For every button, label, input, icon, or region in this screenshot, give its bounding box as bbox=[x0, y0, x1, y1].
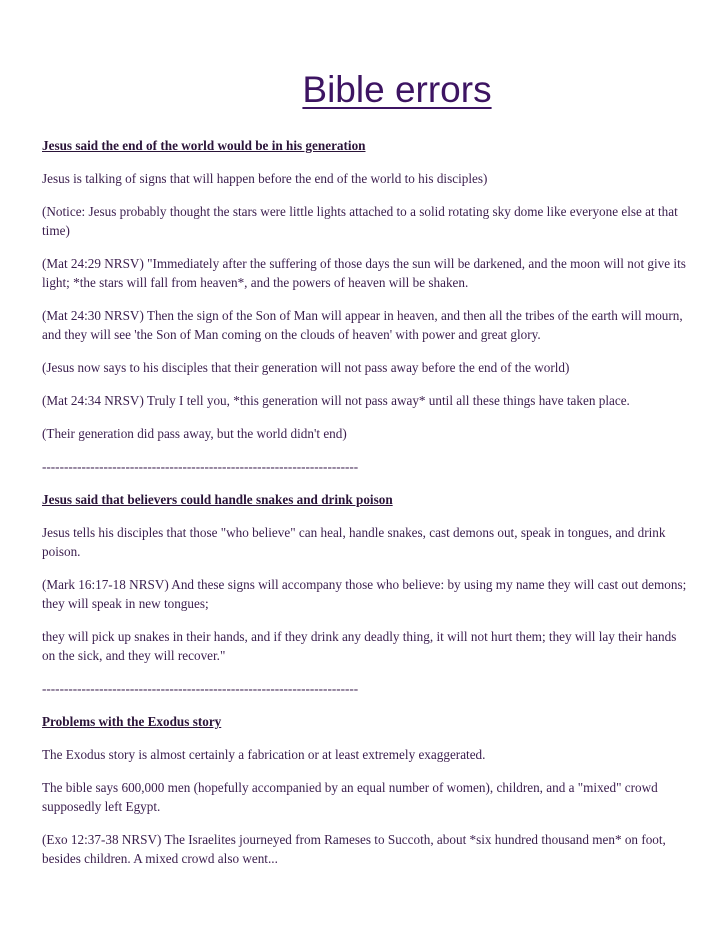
paragraph: (Mat 24:29 NRSV) "Immediately after the suffering of those days the sun will be darkened, and the moon will not give its light; *the stars will fall from heaven*, and the powers of heaven will be shaken. bbox=[42, 256, 686, 290]
document-title: Bible errors bbox=[302, 69, 492, 110]
paragraph: (Mat 24:30 NRSV) Then the sign of the Son of Man will appear in heaven, and then all the tribes of the earth will mourn, and they will see 'the Son of Man coming on the clouds of heaven' with power and great glory. bbox=[42, 308, 683, 342]
paragraph: (Their generation did pass away, but the world didn't end) bbox=[42, 426, 347, 441]
document-page bbox=[42, 68, 692, 882]
paragraph: The bible says 600,000 men (hopefully accompanied by an equal number of women), children, and a "mixed" crowd supposedly left Egypt. bbox=[42, 780, 658, 814]
section-snakes-poison bbox=[42, 490, 692, 665]
section-divider: ------------------------------------------------------------------------ bbox=[42, 681, 359, 696]
paragraph: (Mark 16:17-18 NRSV) And these signs will accompany those who believe: by using my name they will cast out demons; they will speak in new tongues; bbox=[42, 577, 687, 611]
section-exodus bbox=[42, 712, 692, 868]
paragraph: (Exo 12:37-38 NRSV) The Israelites journeyed from Rameses to Succoth, about *six hundred thousand men* on foot, besides children. A mixed crowd also went... bbox=[42, 832, 666, 866]
paragraph: Jesus is talking of signs that will happen before the end of the world to his disciples) bbox=[42, 171, 488, 186]
paragraph: (Jesus now says to his disciples that their generation will not pass away before the end of the world) bbox=[42, 360, 570, 375]
section-heading: Jesus said that believers could handle snakes and drink poison bbox=[42, 492, 393, 507]
section-heading: Problems with the Exodus story bbox=[42, 714, 222, 729]
paragraph: (Notice: Jesus probably thought the stars were little lights attached to a solid rotating sky dome like everyone else at that time) bbox=[42, 204, 678, 238]
section-heading: Jesus said the end of the world would be in his generation bbox=[42, 138, 366, 153]
section-divider: ------------------------------------------------------------------------ bbox=[42, 459, 359, 474]
paragraph: (Mat 24:34 NRSV) Truly I tell you, *this generation will not pass away* until all these things have taken place. bbox=[42, 393, 630, 408]
paragraph: Jesus tells his disciples that those "who believe" can heal, handle snakes, cast demons out, speak in tongues, and drink poison. bbox=[42, 525, 666, 559]
section-end-of-world bbox=[42, 136, 692, 443]
paragraph: they will pick up snakes in their hands, and if they drink any deadly thing, it will not hurt them; they will lay their hands on the sick, and they will recover." bbox=[42, 629, 677, 663]
paragraph: The Exodus story is almost certainly a fabrication or at least extremely exaggerated. bbox=[42, 747, 486, 762]
